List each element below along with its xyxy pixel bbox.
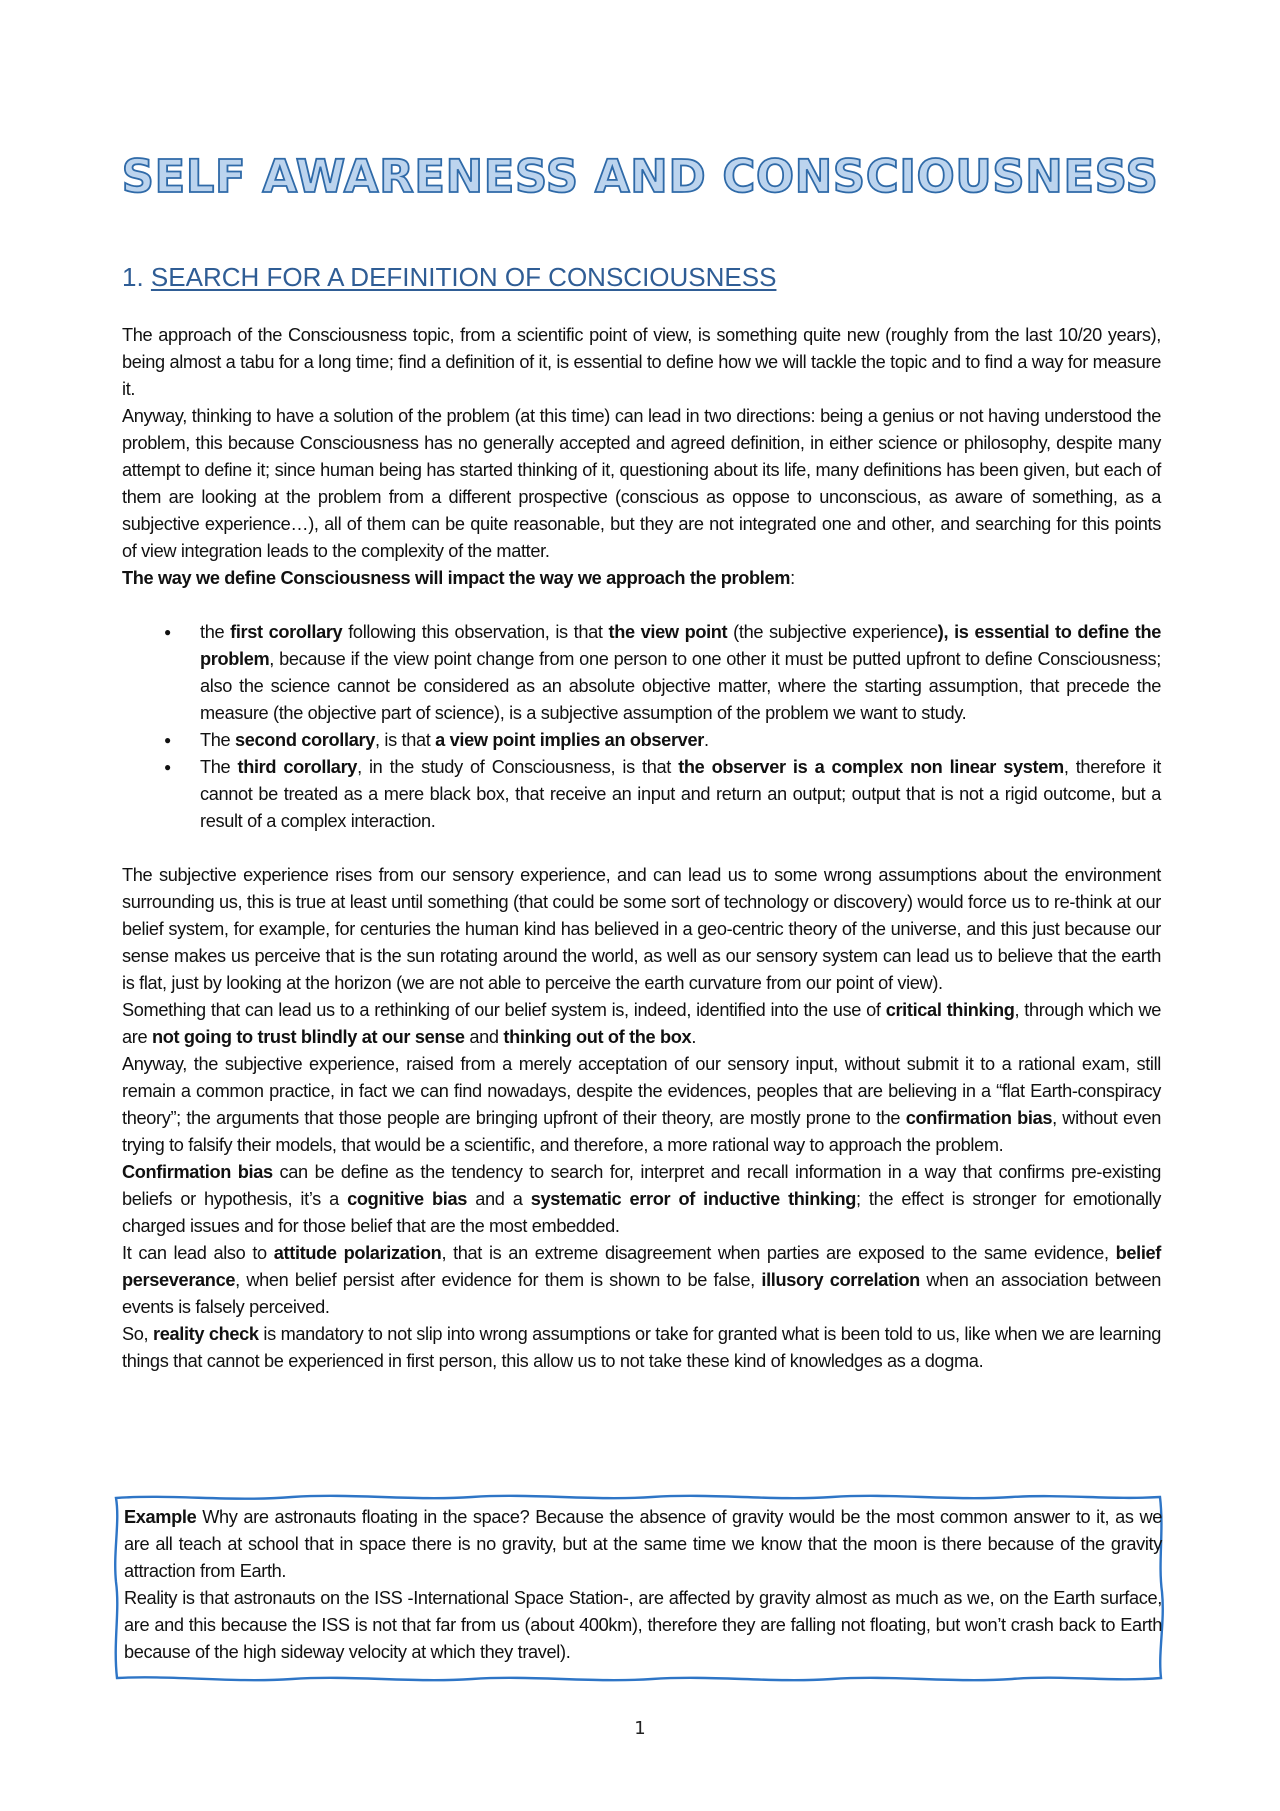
section-number: 1. bbox=[122, 262, 151, 292]
key-statement: The way we define Consciousness will impact the way we approach the problem bbox=[122, 568, 791, 588]
body-paragraph-9: So, reality check is mandatory to not slip into wrong assumptions or take for granted what is been told to us, like when we are learning things that cannot be experienced in first person, this allow us to not take these kind of knowledges as a dogma. bbox=[122, 1324, 1161, 1371]
list-item: ● The second corollary, is that a view point implies an observer. bbox=[200, 727, 1161, 754]
body-content bbox=[122, 322, 1161, 1375]
example-paragraph-2: Reality is that astronauts on the ISS -International Space Station-, are affected by gravity almost as much as we, on the Earth surface, are and this because the ISS is not that far from us (about 400km), therefore they are falling not floating, but won’t crash back to Earth because of the high sideway velocity at which they travel). bbox=[124, 1588, 1162, 1662]
list-item: ● the first corollary following this observation, is that the view point (the subjective experience), is essential to define the problem, because if the view point change from one person to one other it must be putted upfront to define Consciousness; also the science cannot be considered as an absolute objective matter, where the starting assumption, that precede the measure (the objective part of science), is a subjective assumption of the problem we want to study. bbox=[200, 619, 1161, 727]
example-paragraph-1: Example Why are astronauts floating in the space? Because the absence of gravity would be the most common answer to it, as we are all teach at school that in space there is no gravity, but at the same time we know that the moon is there because of the gravity attraction from Earth. bbox=[124, 1507, 1162, 1581]
intro-paragraph-3: The way we define Consciousness will impact the way we approach the problem: bbox=[122, 568, 795, 588]
body-paragraph-8: It can lead also to attitude polarization, that is an extreme disagreement when parties are exposed to the same evidence, belief perseverance, when belief persist after evidence for them is shown to be false, illusory correlation when an association between events is falsely perceived. bbox=[122, 1243, 1161, 1317]
corollary-list bbox=[122, 619, 1161, 835]
example-text bbox=[124, 1504, 1162, 1666]
page-number: 1 bbox=[634, 1718, 646, 1739]
section-heading-text: SEARCH FOR A DEFINITION OF CONSCIOUSNESS bbox=[150, 262, 777, 292]
intro-paragraph-1: The approach of the Consciousness topic, from a scientific point of view, is something quite new (roughly from the last 10/20 years), being almost a tabu for a long time; find a definition of it, is essential to define how we will tackle the topic and to find a way for measure it. bbox=[122, 325, 1161, 399]
body-paragraph-5: Something that can lead us to a rethinking of our belief system is, indeed, identified into the use of critical thinking, through which we are not going to trust blindly at our sense and thinking out of the box. bbox=[122, 1000, 1161, 1047]
example-label: Example bbox=[124, 1507, 197, 1527]
document-title: SELF AWARENESS AND CONSCIOUSNESS bbox=[121, 150, 1159, 203]
body-paragraph-6: Anyway, the subjective experience, raised from a merely acceptation of our sensory input, without submit it to a rational exam, still remain a common practice, in fact we can find nowadays, despite the evidences, peoples that are believing in a “flat Earth-conspiracy theory”; the arguments that those people are bringing upfront of their theory, are mostly prone to the confirmation bias, without even trying to falsify their models, that would be a scientific, and therefore, a more rational way to approach the problem. bbox=[122, 1054, 1161, 1155]
body-paragraph-7: Confirmation bias can be define as the tendency to search for, interpret and recall information in a way that confirms pre-existing beliefs or hypothesis, it’s a cognitive bias and a systematic error of inductive thinking; the effect is stronger for emotionally charged issues and for those belief that are the most embedded. bbox=[122, 1162, 1161, 1236]
body-paragraph-4: The subjective experience rises from our sensory experience, and can lead us to some wrong assumptions about the environment surrounding us, this is true at least until something (that could be some sort of technology or discovery) would force us to re-think at our belief system, for example, for centuries the human kind has believed in a geo-centric theory of the universe, and this just because our sense makes us perceive that is the sun rotating around the world, as well as our sensory system can lead us to believe that the earth is flat, just by looking at the horizon (we are not able to perceive the earth curvature from our point of view). bbox=[122, 865, 1161, 993]
list-item: ● The third corollary, in the study of Consciousness, is that the observer is a complex non linear system, therefore it cannot be treated as a mere black box, that receive an input and return an output; output that is not a rigid outcome, but a result of a complex interaction. bbox=[200, 754, 1161, 835]
intro-paragraph-2: Anyway, thinking to have a solution of the problem (at this time) can lead in two directions: being a genius or not having understood the problem, this because Consciousness has no generally accepted and agreed definition, in either science or philosophy, despite many attempt to define it; since human being has started thinking of it, questioning about its life, many definitions has been given, but each of them are looking at the problem from a different prospective (conscious as oppose to unconscious, as aware of something, as a subjective experience…), all of them can be quite reasonable, but they are not integrated one and other, and searching for this points of view integration leads to the complexity of the matter. bbox=[122, 406, 1161, 561]
example-callout bbox=[112, 1492, 1166, 1684]
section-heading bbox=[122, 262, 776, 293]
